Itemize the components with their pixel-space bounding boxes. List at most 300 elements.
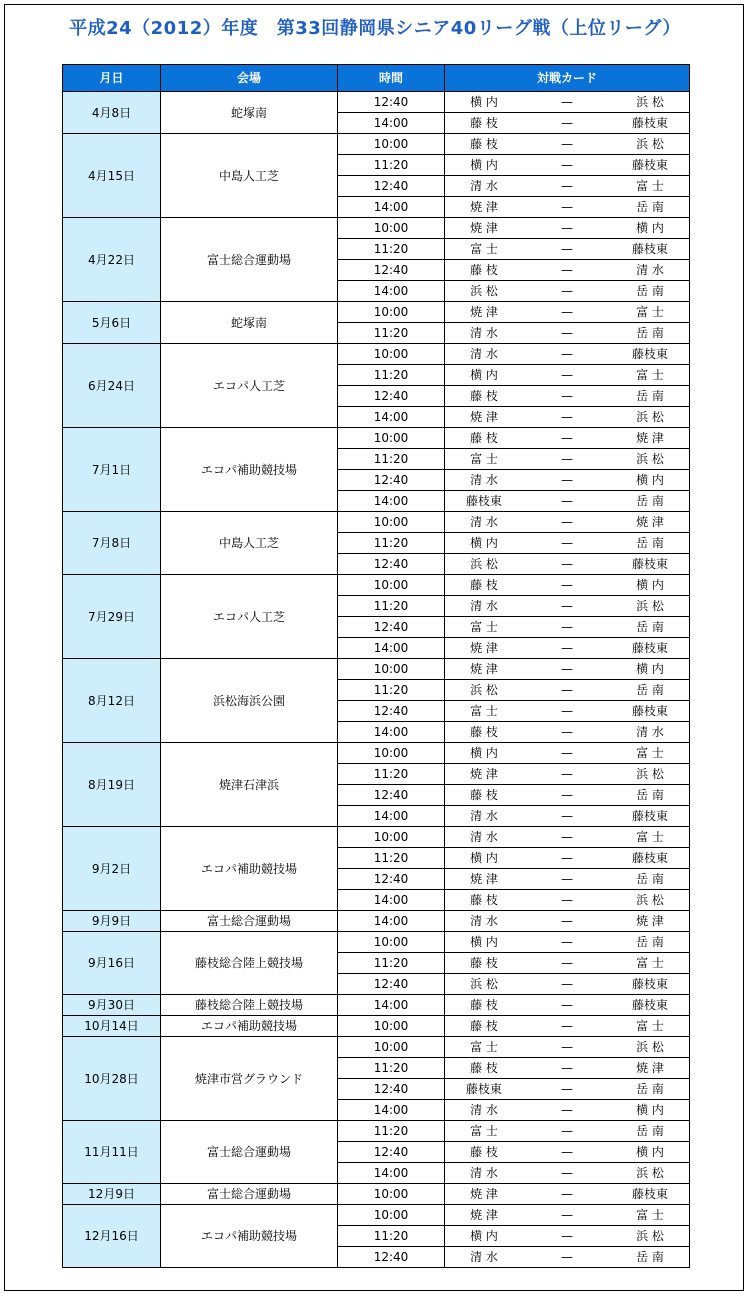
- away-team: 富 士: [636, 956, 664, 970]
- away-team: 焼 津: [636, 515, 664, 529]
- match-cell: [445, 1079, 690, 1100]
- home-team: 焼 津: [470, 1208, 498, 1222]
- match-card: [445, 134, 689, 154]
- home-team: 清 水: [470, 914, 498, 928]
- versus-dash: —: [561, 809, 573, 823]
- time-cell: 10:00: [338, 1205, 445, 1226]
- time-cell: 10:00: [338, 932, 445, 953]
- date-cell: 9月9日: [63, 911, 161, 932]
- venue-cell: 浜松海浜公園: [161, 659, 338, 743]
- home-team: 浜 松: [470, 557, 498, 571]
- venue-cell: 中島人工芝: [161, 134, 338, 218]
- match-card: [445, 575, 689, 595]
- away-team: 横 内: [636, 473, 664, 487]
- match-card: [445, 953, 689, 973]
- date-cell: 8月12日: [63, 659, 161, 743]
- home-team: 焼 津: [470, 221, 498, 235]
- date-cell: 7月1日: [63, 428, 161, 512]
- venue-cell: 蛇塚南: [161, 302, 338, 344]
- away-team: 藤枝東: [631, 998, 668, 1012]
- venue-cell: 富士総合運動場: [161, 911, 338, 932]
- match-card: [445, 92, 689, 112]
- versus-dash: —: [561, 788, 573, 802]
- versus-dash: —: [561, 557, 573, 571]
- home-team: 藤 枝: [470, 893, 498, 907]
- home-team: 焼 津: [470, 872, 498, 886]
- versus-dash: —: [561, 410, 573, 424]
- time-cell: 10:00: [338, 1016, 445, 1037]
- match-cell: [445, 428, 690, 449]
- table-row: [63, 1184, 690, 1205]
- versus-dash: —: [561, 1187, 573, 1201]
- home-team: 焼 津: [470, 662, 498, 676]
- versus-dash: —: [561, 935, 573, 949]
- away-team: 藤枝東: [631, 116, 668, 130]
- match-card: [445, 176, 689, 196]
- match-cell: [445, 512, 690, 533]
- away-team: 浜 松: [636, 137, 664, 151]
- venue-cell: エコパ人工芝: [161, 344, 338, 428]
- versus-dash: —: [561, 599, 573, 613]
- time-cell: 14:00: [338, 638, 445, 659]
- schedule-table: [62, 64, 690, 1268]
- match-cell: [445, 827, 690, 848]
- away-team: 焼 津: [636, 914, 664, 928]
- match-cell: [445, 302, 690, 323]
- versus-dash: —: [561, 1061, 573, 1075]
- match-card: [445, 701, 689, 721]
- date-cell: 10月14日: [63, 1016, 161, 1037]
- versus-dash: —: [561, 95, 573, 109]
- match-cell: [445, 722, 690, 743]
- home-team: 清 水: [470, 473, 498, 487]
- time-cell: 12:40: [338, 176, 445, 197]
- match-card: [445, 386, 689, 406]
- match-cell: [445, 617, 690, 638]
- home-team: 藤 枝: [470, 788, 498, 802]
- venue-cell: 富士総合運動場: [161, 1121, 338, 1184]
- time-cell: 11:20: [338, 365, 445, 386]
- away-team: 藤枝東: [631, 641, 668, 655]
- match-cell: [445, 848, 690, 869]
- time-cell: 14:00: [338, 491, 445, 512]
- venue-cell: エコパ補助競技場: [161, 428, 338, 512]
- home-team: 清 水: [470, 1250, 498, 1264]
- home-team: 藤 枝: [470, 137, 498, 151]
- match-card: [445, 1100, 689, 1120]
- home-team: 浜 松: [470, 977, 498, 991]
- match-cell: [445, 1205, 690, 1226]
- time-cell: 14:00: [338, 911, 445, 932]
- match-cell: [445, 869, 690, 890]
- venue-cell: エコパ人工芝: [161, 575, 338, 659]
- away-team: 富 士: [636, 305, 664, 319]
- table-row: [63, 1205, 690, 1226]
- match-cell: [445, 701, 690, 722]
- versus-dash: —: [561, 1103, 573, 1117]
- away-team: 横 内: [636, 1145, 664, 1159]
- match-cell: [445, 890, 690, 911]
- match-cell: [445, 1100, 690, 1121]
- time-cell: 14:00: [338, 113, 445, 134]
- home-team: 富 士: [470, 452, 498, 466]
- table-row: [63, 92, 690, 113]
- date-cell: 12月16日: [63, 1205, 161, 1268]
- home-team: 横 内: [470, 746, 498, 760]
- match-card: [445, 1142, 689, 1162]
- match-cell: [445, 176, 690, 197]
- time-cell: 12:40: [338, 869, 445, 890]
- venue-cell: 焼津石津浜: [161, 743, 338, 827]
- away-team: 岳 南: [636, 683, 664, 697]
- match-card: [445, 281, 689, 301]
- away-team: 富 士: [636, 179, 664, 193]
- match-card: [445, 512, 689, 532]
- versus-dash: —: [561, 200, 573, 214]
- home-team: 焼 津: [470, 767, 498, 781]
- time-cell: 14:00: [338, 995, 445, 1016]
- table-row: [63, 575, 690, 596]
- table-row: [63, 218, 690, 239]
- match-cell: [445, 953, 690, 974]
- versus-dash: —: [561, 1208, 573, 1222]
- away-team: 藤枝東: [631, 347, 668, 361]
- home-team: 清 水: [470, 1103, 498, 1117]
- time-cell: 12:40: [338, 554, 445, 575]
- time-cell: 10:00: [338, 428, 445, 449]
- time-cell: 11:20: [338, 680, 445, 701]
- time-cell: 14:00: [338, 722, 445, 743]
- match-card: [445, 974, 689, 994]
- time-cell: 11:20: [338, 764, 445, 785]
- versus-dash: —: [561, 389, 573, 403]
- home-team: 焼 津: [470, 305, 498, 319]
- date-cell: 4月22日: [63, 218, 161, 302]
- home-team: 清 水: [470, 179, 498, 193]
- versus-dash: —: [561, 578, 573, 592]
- away-team: 藤枝東: [631, 809, 668, 823]
- versus-dash: —: [561, 620, 573, 634]
- away-team: 浜 松: [636, 1229, 664, 1243]
- versus-dash: —: [561, 179, 573, 193]
- table-row: [63, 995, 690, 1016]
- time-cell: 11:20: [338, 953, 445, 974]
- versus-dash: —: [561, 746, 573, 760]
- venue-cell: エコパ補助競技場: [161, 1016, 338, 1037]
- match-cell: [445, 974, 690, 995]
- match-cell: [445, 1016, 690, 1037]
- match-cell: [445, 1226, 690, 1247]
- table-row: [63, 302, 690, 323]
- match-cell: [445, 1163, 690, 1184]
- match-card: [445, 302, 689, 322]
- time-cell: 10:00: [338, 302, 445, 323]
- away-team: 富 士: [636, 1208, 664, 1222]
- versus-dash: —: [561, 956, 573, 970]
- time-cell: 14:00: [338, 1100, 445, 1121]
- versus-dash: —: [561, 977, 573, 991]
- time-cell: 12:40: [338, 1079, 445, 1100]
- schedule-body: [63, 92, 690, 1268]
- home-team: 富 士: [470, 620, 498, 634]
- time-cell: 10:00: [338, 134, 445, 155]
- versus-dash: —: [561, 473, 573, 487]
- match-card: [445, 743, 689, 763]
- versus-dash: —: [561, 1250, 573, 1264]
- match-cell: [445, 344, 690, 365]
- versus-dash: —: [561, 368, 573, 382]
- match-card: [445, 491, 689, 511]
- away-team: 浜 松: [636, 95, 664, 109]
- home-team: 藤 枝: [470, 1145, 498, 1159]
- away-team: 藤枝東: [631, 704, 668, 718]
- match-cell: [445, 659, 690, 680]
- away-team: 浜 松: [636, 893, 664, 907]
- match-card: [445, 365, 689, 385]
- match-cell: [445, 365, 690, 386]
- date-cell: 6月24日: [63, 344, 161, 428]
- time-cell: 10:00: [338, 512, 445, 533]
- away-team: 岳 南: [636, 536, 664, 550]
- versus-dash: —: [561, 137, 573, 151]
- home-team: 横 内: [470, 368, 498, 382]
- time-cell: 11:20: [338, 155, 445, 176]
- venue-cell: 藤枝総合陸上競技場: [161, 995, 338, 1016]
- match-cell: [445, 260, 690, 281]
- table-row: [63, 911, 690, 932]
- versus-dash: —: [561, 998, 573, 1012]
- match-card: [445, 1205, 689, 1225]
- match-cell: [445, 323, 690, 344]
- versus-dash: —: [561, 221, 573, 235]
- match-cell: [445, 218, 690, 239]
- match-card: [445, 449, 689, 469]
- home-team: 藤 枝: [470, 431, 498, 445]
- time-cell: 14:00: [338, 1163, 445, 1184]
- away-team: 横 内: [636, 578, 664, 592]
- match-card: [445, 155, 689, 175]
- away-team: 清 水: [636, 263, 664, 277]
- away-team: 岳 南: [636, 1082, 664, 1096]
- versus-dash: —: [561, 347, 573, 361]
- away-team: 浜 松: [636, 767, 664, 781]
- match-card: [445, 1163, 689, 1183]
- table-row: [63, 512, 690, 533]
- versus-dash: —: [561, 1124, 573, 1138]
- time-cell: 11:20: [338, 239, 445, 260]
- header-time: 時間: [338, 65, 445, 92]
- time-cell: 10:00: [338, 827, 445, 848]
- time-cell: 12:40: [338, 785, 445, 806]
- match-cell: [445, 1121, 690, 1142]
- date-cell: 7月29日: [63, 575, 161, 659]
- date-cell: 12月9日: [63, 1184, 161, 1205]
- match-cell: [445, 386, 690, 407]
- time-cell: 14:00: [338, 197, 445, 218]
- time-cell: 10:00: [338, 344, 445, 365]
- time-cell: 14:00: [338, 407, 445, 428]
- away-team: 岳 南: [636, 788, 664, 802]
- match-cell: [445, 134, 690, 155]
- away-team: 岳 南: [636, 326, 664, 340]
- home-team: 横 内: [470, 851, 498, 865]
- home-team: 藤 枝: [470, 956, 498, 970]
- venue-cell: 富士総合運動場: [161, 1184, 338, 1205]
- match-cell: [445, 407, 690, 428]
- date-cell: 8月19日: [63, 743, 161, 827]
- home-team: 清 水: [470, 347, 498, 361]
- away-team: 横 内: [636, 1103, 664, 1117]
- home-team: 清 水: [470, 599, 498, 613]
- versus-dash: —: [561, 116, 573, 130]
- match-card: [445, 617, 689, 637]
- match-cell: [445, 1037, 690, 1058]
- home-team: 藤枝東: [465, 494, 502, 508]
- match-cell: [445, 596, 690, 617]
- home-team: 浜 松: [470, 683, 498, 697]
- table-row: [63, 659, 690, 680]
- versus-dash: —: [561, 158, 573, 172]
- away-team: 浜 松: [636, 1166, 664, 1180]
- versus-dash: —: [561, 725, 573, 739]
- table-row: [63, 743, 690, 764]
- match-card: [445, 869, 689, 889]
- away-team: 藤枝東: [631, 242, 668, 256]
- versus-dash: —: [561, 431, 573, 445]
- versus-dash: —: [561, 242, 573, 256]
- home-team: 藤 枝: [470, 725, 498, 739]
- away-team: 富 士: [636, 746, 664, 760]
- away-team: 浜 松: [636, 1040, 664, 1054]
- versus-dash: —: [561, 704, 573, 718]
- versus-dash: —: [561, 1040, 573, 1054]
- match-cell: [445, 281, 690, 302]
- time-cell: 11:20: [338, 1121, 445, 1142]
- match-card: [445, 533, 689, 553]
- time-cell: 12:40: [338, 92, 445, 113]
- venue-cell: 富士総合運動場: [161, 218, 338, 302]
- table-row: [63, 1121, 690, 1142]
- match-cell: [445, 1142, 690, 1163]
- match-card: [445, 407, 689, 427]
- match-cell: [445, 239, 690, 260]
- time-cell: 12:40: [338, 260, 445, 281]
- versus-dash: —: [561, 1229, 573, 1243]
- home-team: 藤 枝: [470, 998, 498, 1012]
- home-team: 焼 津: [470, 410, 498, 424]
- table-row: [63, 428, 690, 449]
- table-row: [63, 1016, 690, 1037]
- time-cell: 11:20: [338, 596, 445, 617]
- date-cell: 7月8日: [63, 512, 161, 575]
- away-team: 浜 松: [636, 410, 664, 424]
- match-card: [445, 554, 689, 574]
- away-team: 焼 津: [636, 431, 664, 445]
- home-team: 藤 枝: [470, 1019, 498, 1033]
- date-cell: 4月15日: [63, 134, 161, 218]
- match-card: [445, 218, 689, 238]
- venue-cell: 藤枝総合陸上競技場: [161, 932, 338, 995]
- match-card: [445, 638, 689, 658]
- match-cell: [445, 92, 690, 113]
- match-card: [445, 1037, 689, 1057]
- home-team: 藤 枝: [470, 263, 498, 277]
- time-cell: 14:00: [338, 890, 445, 911]
- match-cell: [445, 785, 690, 806]
- date-cell: 10月28日: [63, 1037, 161, 1121]
- match-card: [445, 470, 689, 490]
- time-cell: 12:40: [338, 470, 445, 491]
- time-cell: 12:40: [338, 386, 445, 407]
- time-cell: 11:20: [338, 533, 445, 554]
- home-team: 浜 松: [470, 284, 498, 298]
- home-team: 横 内: [470, 95, 498, 109]
- match-card: [445, 596, 689, 616]
- away-team: 岳 南: [636, 494, 664, 508]
- away-team: 藤枝東: [631, 557, 668, 571]
- date-cell: 11月11日: [63, 1121, 161, 1184]
- match-card: [445, 1121, 689, 1141]
- versus-dash: —: [561, 326, 573, 340]
- match-card: [445, 764, 689, 784]
- versus-dash: —: [561, 914, 573, 928]
- home-team: 焼 津: [470, 641, 498, 655]
- away-team: 岳 南: [636, 872, 664, 886]
- versus-dash: —: [561, 536, 573, 550]
- match-card: [445, 1016, 689, 1036]
- match-card: [445, 113, 689, 133]
- time-cell: 10:00: [338, 1037, 445, 1058]
- away-team: 浜 松: [636, 452, 664, 466]
- versus-dash: —: [561, 305, 573, 319]
- match-card: [445, 428, 689, 448]
- versus-dash: —: [561, 1166, 573, 1180]
- away-team: 岳 南: [636, 1124, 664, 1138]
- match-card: [445, 911, 689, 931]
- home-team: 藤 枝: [470, 578, 498, 592]
- time-cell: 10:00: [338, 1184, 445, 1205]
- time-cell: 10:00: [338, 659, 445, 680]
- versus-dash: —: [561, 872, 573, 886]
- match-card: [445, 344, 689, 364]
- away-team: 岳 南: [636, 284, 664, 298]
- versus-dash: —: [561, 767, 573, 781]
- away-team: 岳 南: [636, 1250, 664, 1264]
- home-team: 清 水: [470, 809, 498, 823]
- away-team: 浜 松: [636, 599, 664, 613]
- header-card: 対戦カード: [445, 65, 690, 92]
- venue-cell: 中島人工芝: [161, 512, 338, 575]
- versus-dash: —: [561, 284, 573, 298]
- match-cell: [445, 1247, 690, 1268]
- date-cell: 9月30日: [63, 995, 161, 1016]
- versus-dash: —: [561, 641, 573, 655]
- match-cell: [445, 113, 690, 134]
- time-cell: 10:00: [338, 575, 445, 596]
- versus-dash: —: [561, 1082, 573, 1096]
- home-team: 横 内: [470, 536, 498, 550]
- away-team: 富 士: [636, 368, 664, 382]
- table-row: [63, 1037, 690, 1058]
- date-cell: 4月8日: [63, 92, 161, 134]
- match-cell: [445, 806, 690, 827]
- match-cell: [445, 743, 690, 764]
- match-card: [445, 1226, 689, 1246]
- match-cell: [445, 470, 690, 491]
- home-team: 横 内: [470, 1229, 498, 1243]
- time-cell: 10:00: [338, 743, 445, 764]
- date-cell: 5月6日: [63, 302, 161, 344]
